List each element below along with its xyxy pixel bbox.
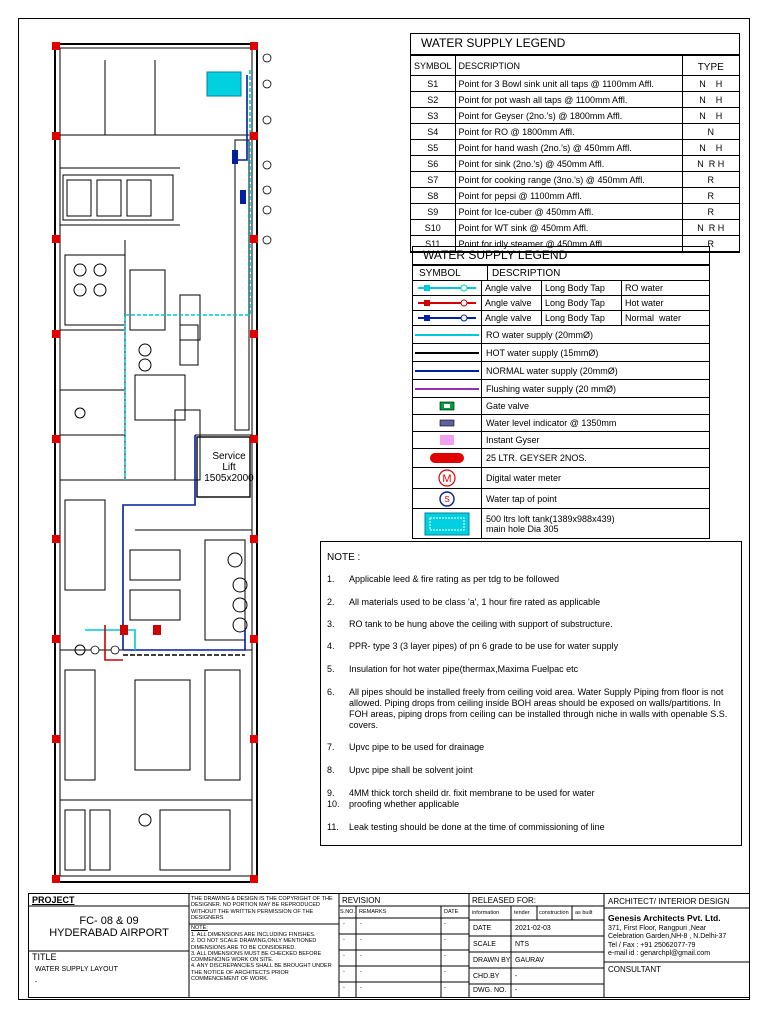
rev-date-dash: - [444,937,446,943]
legend2-line-row [413,343,709,361]
legend1-symbol: S9 [411,204,455,220]
rev-remarks-dash: - [360,985,362,991]
legend2-symbol-row [413,414,709,431]
pipe-line-icon [413,362,482,379]
project-line1: FC- 08 & 09 [79,915,139,927]
legend1-type: N H [682,92,739,108]
legend2-angle-valve-label: Angle valve [482,296,542,310]
legend1-type: R [682,236,739,252]
loft-tank-icon [413,509,482,538]
service-lift-label [199,451,259,484]
rev-sno-dash: - [343,969,345,975]
legend2-long-body-tap-label: Long Body Tap [542,281,622,295]
architect-label: ARCHITECT/ INTERIOR DESIGN [608,897,730,906]
legend1-row [411,124,739,140]
legend1-description: Point for Ice-cuber @ 450mm Affl. [455,204,682,220]
legend1-symbol: S6 [411,156,455,172]
drawn-value: GAURAV [515,957,545,964]
note-number: 11. [327,822,339,832]
pipe-line-icon [413,380,482,397]
legend1-description: Point for WT sink @ 450mm Affl. [455,220,682,236]
legend1-symbol: S1 [411,76,455,92]
released-opt-information[interactable]: information [472,910,500,916]
legend2-angle-valve-label: Angle valve [482,281,542,295]
legend1-row [411,140,739,156]
note-text: Upvc pipe shall be solvent joint [349,765,473,775]
rev-remarks-dash: - [360,969,362,975]
legend1-description: Point for RO @ 1800mm Affl. [455,124,682,140]
revision-label: REVISION [342,896,381,905]
firm-tel: Tel / Fax : +91 25062077-79 [608,942,696,949]
legend1-row [411,188,739,204]
released-opt-as-built[interactable]: as built [575,910,593,916]
note-number: 5. [327,664,335,674]
legend2-symbol-row [413,488,709,508]
legend2-symbol-description: Water level indicator @ 1350mm [486,418,617,428]
legend2-symbol-description: 500 ltrs loft tank(1389x988x439) [486,513,615,524]
water-meter-icon [413,468,482,488]
drawn-label: DRAWN BY [473,957,511,964]
angle-valve-icon [413,296,482,310]
note-number: 6. [327,687,335,697]
legend1-row [411,156,739,172]
legend2-line-row [413,325,709,343]
legend2-header-row [413,265,709,280]
water-tap-icon [413,489,482,508]
legend2-valve-row [413,295,709,310]
legend1-type: R [682,204,739,220]
note-text: Applicable leed & fire rating as per tdg to be followed [349,574,560,584]
legend1-type: N H [682,140,739,156]
legend1-symbol: S4 [411,124,455,140]
note-number: 3. [327,619,335,629]
note-number: 7. [327,742,335,752]
legend1-description: Point for Geyser (2no.'s) @ 1800mm Affl. [455,108,682,124]
note-text: RO tank to be hung above the ceiling with support of substructure. [349,619,613,629]
rev-sno-dash: - [343,953,345,959]
legend2-long-body-tap-label: Long Body Tap [542,311,622,325]
tb-note-line: 4. ANY DISCREPANCIES SHALL BE BROUGHT UNDER THE NOTICE OF ARCHITECTS PRIOR COMMENCEMENT OF WORK. [191,963,332,983]
copyright-text: THE DRAWING & DESIGN IS THE COPYRIGHT OF THE DESIGNER. NO PORTION MAY BE REPRODUCED WITHOUT THE WRITTEN PERMISSION OF THE DESIGNERS [191,896,333,921]
legend2-title: WATER SUPPLY LEGEND [413,247,709,265]
legend2-symbol-row [413,397,709,414]
note-text: Insulation for hot water pipe(thermax,Maxima Fuelpac etc [349,664,579,674]
legend1-description: Point for idly steamer @ 450mm Affl. [455,236,682,252]
legend1-description: Point for cooking range (3no.'s) @ 450mm Affl. [455,172,682,188]
legend2-symbol-description: Instant Gyser [486,435,540,445]
rev-remarks-dash: - [360,953,362,959]
angle-valve-icon [413,311,482,325]
pipe-line-icon [413,344,482,361]
legend2-line-row [413,379,709,397]
legend1-type: N R H [682,220,739,236]
tb-notes [191,932,337,982]
tb-note-line: 1. ALL DIMENSIONS ARE INCLUDING FINISHES. [191,932,316,938]
legend2-symbol-row [413,431,709,448]
consultant-label: CONSULTANT [608,965,662,974]
angle-valve-icon [413,281,482,295]
chd-label: CHD.BY [473,973,500,980]
legend2-symbol-description: Gate valve [486,401,530,411]
legend1-table [411,55,739,252]
water-supply-point-legend [410,33,740,253]
lift-label-line3: 1505x2000 [204,473,254,484]
legend1-type: N [682,124,739,140]
firm-address-1: 371, First Floor, Rangpuri ,Near [608,925,707,932]
legend2-symbol-row [413,508,709,538]
svg-text:S: S [444,494,450,504]
legend1-symbol: S11 [411,236,455,252]
rev-date-dash: - [444,921,446,927]
level-indicator-icon [413,415,482,431]
dwg-label: DWG. NO. [473,987,507,994]
note-text: PPR- type 3 (3 layer pipes) of pn 6 grade to be use for water supply [349,641,619,651]
legend2-symbol-description: Water tap of point [486,493,557,504]
firm-address-2: Celebration Garden,NH-8 , N.Delhi-37 [608,933,727,940]
note-text: Upvc pipe to be used for drainage [349,742,485,752]
rev-sno-dash: - [343,921,345,927]
title-value: WATER SUPPLY LAYOUT [35,966,118,973]
legend1-row [411,220,739,236]
notes-title: NOTE : [327,552,361,563]
legend1-row [411,108,739,124]
released-label: RELEASED FOR: [472,896,537,905]
legend1-header-type: TYPE [682,56,739,76]
legend1-type: R [682,172,739,188]
water-supply-symbol-legend [412,246,710,539]
legend2-symbol-description-2: main hole Dia 305 [486,523,559,534]
tb-note-line: 2. DO NOT SCALE DRAWING,ONLY MENTIONED DIMENSIONS ARE TO BE CONSIDERED. [191,938,317,951]
legend2-symbol-description: 25 LTR. GEYSER 2NOS. [486,453,587,463]
legend1-symbol: S10 [411,220,455,236]
dwg-value: - [515,987,518,994]
legend2-line-description: Flushing water supply (20 mmØ) [486,383,617,394]
firm-name: Genesis Architects Pvt. Ltd. [608,913,721,923]
legend1-row [411,76,739,92]
project-label: PROJECT [32,895,75,905]
rev-date-dash: - [444,953,446,959]
legend2-water-type-label: Hot water [625,298,664,308]
scale-label: SCALE [473,941,496,948]
legend1-description: Point for 3 Bowl sink unit all taps @ 1100mm Affl. [455,76,682,92]
lift-label-line2: Lift [222,462,236,473]
rev-header-date: DATE [444,909,459,915]
instant-geyser-icon [413,432,482,448]
note-number: 8. [327,765,335,775]
rev-header-remarks: REMARKS [359,909,387,915]
legend1-description: Point for hand wash (2no.'s) @ 450mm Affl. [455,140,682,156]
legend1-symbol: S8 [411,188,455,204]
pipe-line-icon [413,326,482,343]
legend2-header-symbol: SYMBOL [413,266,488,280]
rev-header-sno: S.NO. [340,909,355,915]
svg-text:M: M [442,473,452,485]
legend2-header-description: DESCRIPTION [492,267,561,279]
note-number: 4. [327,641,335,651]
tb-note-line: 3. ALL DIMENSIONS MUST BE CHECKED BEFORE COMMENCING WORK ON SITE. [191,950,322,964]
legend1-type: N H [682,76,739,92]
legend2-water-type-label: Normal water [625,313,682,323]
rev-date-dash: - [444,969,446,975]
title-block [28,893,750,998]
legend1-description: Point for pot wash all taps @ 1100mm Affl. [455,92,682,108]
loft-tank-on-plan [207,72,241,96]
rev-sno-dash: - [343,937,345,943]
tb-note-label: NOTE: [191,925,208,931]
legend2-line-row [413,361,709,379]
legend1-title: WATER SUPPLY LEGEND [411,34,739,55]
legend1-type: R [682,188,739,204]
legend1-description: Point for sink (2no.'s) @ 450mm Affl. [455,156,682,172]
legend1-symbol: S3 [411,108,455,124]
legend1-symbol: S2 [411,92,455,108]
legend1-symbol: S7 [411,172,455,188]
legend1-symbol: S5 [411,140,455,156]
legend2-valve-row [413,310,709,325]
note-text: Leak testing should be done at the time of commissioning of line [349,822,605,832]
note-number: 1. [327,574,335,584]
legend1-type: N R H [682,156,739,172]
note-text: All pipes should be installed freely from ceiling void area. Water Supply Piping from floor is not allowed. Piping drops from ceiling inside BOH areas should be exposed on walls/partitions. In FOH areas, piping drops from ceiling can be installed through niche in walls with openable S.S. covers. [349,687,728,730]
firm-email: e-mail id : genarchpl@gmail.com [608,950,711,957]
note-text: All materials used to be class 'a', 1 hour fire rated as applicable [349,597,601,607]
released-opt-construction[interactable]: construction [539,910,569,916]
date-label: DATE [473,925,492,932]
rev-date-dash: - [444,985,446,991]
date-value: 2021-02-03 [515,925,551,932]
legend2-line-description: RO water supply (20mmØ) [486,329,594,340]
title-dash: - [35,979,38,986]
rev-sno-dash: - [343,985,345,991]
geyser-25l-icon [413,449,482,467]
note-text: 4MM thick torch sheild dr. fixit membrane to be used for water [349,788,595,798]
legend1-header-description: DESCRIPTION [455,56,682,76]
general-notes-box [320,541,742,846]
chd-value: - [515,973,518,980]
legend1-row [411,204,739,220]
rev-remarks-dash: - [360,937,362,943]
note-number: 10. [327,799,340,809]
legend1-header-symbol: SYMBOL [411,56,455,76]
rev-remarks-dash: - [360,921,362,927]
note-number: 2. [327,597,335,607]
note-text: proofing whether applicable [349,799,460,809]
legend1-description: Point for pepsi @ 1100mm Affl. [455,188,682,204]
legend1-type: N H [682,108,739,124]
legend2-water-type-label: RO water [625,283,664,293]
legend2-symbol-row [413,467,709,488]
legend2-line-description: NORMAL water supply (20mmØ) [486,365,618,376]
legend2-symbol-row [413,448,709,467]
lift-label-line1: Service [212,451,246,462]
project-line2: HYDERABAD AIRPORT [49,927,169,939]
note-number: 9. [327,788,335,798]
legend2-long-body-tap-label: Long Body Tap [542,296,622,310]
legend1-row [411,92,739,108]
scale-value: NTS [515,941,529,948]
legend2-symbol-description: Digital water meter [486,473,562,483]
legend1-row [411,172,739,188]
released-opt-tender[interactable]: tender [514,910,530,916]
legend2-angle-valve-label: Angle valve [482,311,542,325]
legend2-line-description: HOT water supply (15mmØ) [486,347,599,358]
title-label: TITLE [32,952,57,962]
legend2-valve-row [413,280,709,295]
gate-valve-icon [413,398,482,414]
